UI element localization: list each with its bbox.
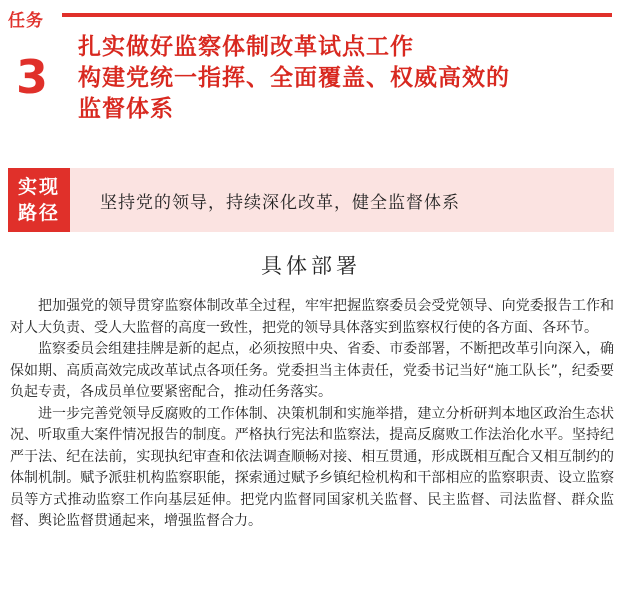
body-text: [10, 296, 614, 533]
path-tag-line: 路径: [17, 202, 60, 224]
task-title: [78, 32, 608, 125]
paragraph: 把加强党的领导贯穿监察体制改革全过程，牢牢把握监察委员会受党领导、向党委报告工作和对人大负责、受人大监督的高度一致性，把党的领导具体落实到监察权行使的各方面、各环节。: [10, 298, 614, 336]
task-number: 3: [16, 50, 49, 104]
path-text: 坚持党的领导，持续深化改革，健全监督体系: [100, 192, 460, 213]
path-tag: [8, 168, 70, 232]
title-line: 构建党统一指挥、全面覆盖、权威高效的: [78, 65, 510, 91]
header-rule: [62, 13, 612, 17]
section-heading: 具体部署: [261, 254, 361, 278]
path-tag-line: 实现: [17, 176, 60, 198]
implementation-path-banner: [8, 168, 614, 232]
title-line: 监督体系: [78, 96, 174, 122]
title-line: 扎实做好监察体制改革试点工作: [78, 34, 414, 60]
paragraph: 监察委员会组建挂牌是新的起点，必须按照中央、省委、市委部署，不断把改革引向深入，确保如期、高质高效完成改革试点各项任务。党委担当主体责任，党委书记当好“施工队长”，纪委要负起专责，各成员单位要紧密配合，推动任务落实。: [10, 341, 614, 400]
paragraph: 进一步完善党领导反腐败的工作体制、决策机制和实施举措，建立分析研判本地区政治生态状况、听取重大案件情况报告的制度。严格执行宪法和监察法，提高反腐败工作法治化水平。坚持纪严于法、纪在法前，实现执纪审查和依法调查顺畅对接、相互贯通，形成既相互配合又相互制约的体制机制。赋予派驻机构监察职能，探索通过赋予乡镇纪检机构和干部相应的监察职责、设立监察员等方式推动监察工作向基层延伸。把党内监督同国家机关监督、民主监督、司法监督、群众监督、舆论监督贯通起来，增强监督合力。: [10, 405, 614, 529]
task-label: 任务: [8, 11, 44, 31]
